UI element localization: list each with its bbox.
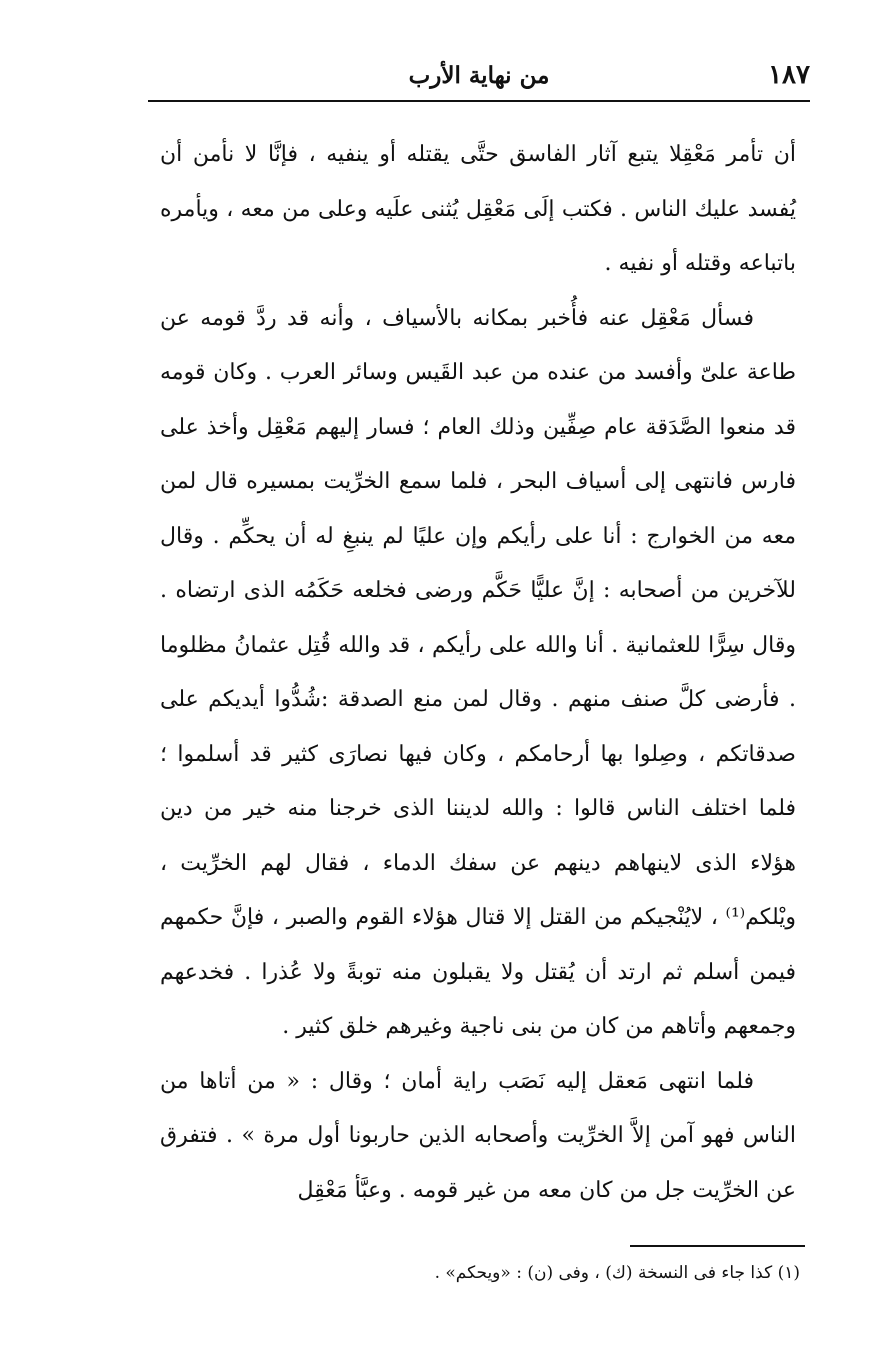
paragraph: فسأل مَعْقِل عنه فأُخبر بمكانه بالأسياف ، وأنه قد ردَّ قومه عن طاعة علىّ وأفسد من عنده من عبد القَيس وسائر العرب . وكان قومه قد منعوا الصَّدَقة عام صِفِّين وذلك العام ؛ فسار إليهم مَعْقِل وأخذ على فارس فانتهى إلى أسياف البحر ، فلما سمع الخرِّيت بمسيره قال لمن معه من الخوارج : أنا على رأيكم وإن عليًا لم ينبغِ له أن يحكِّم . وقال للآخرين من أصحابه : إنَّ عليًّا حَكَّم ورضى فخلعه حَكَمُه الذى ارتضاه . وقال سِرًّا للعثمانية . أنا والله على رأيكم ، قد والله قُتِل عثمانُ مظلوما . فأرضى كلَّ صنف منهم . وقال لمن منع الصدقة :شُدُّوا أيديكم على صدقاتكم ، وصِلوا بها أرحامكم ، وكان فيها نصارَى كثير قد أسلموا ؛ فلما اختلف الناس قالوا : والله لديننا الذى خرجنا منه خير من دين هؤلاء الذى لاينهاهم دينهم عن سفك الدماء ، فقال لهم الخرِّيت ، ويْلكم⁽¹⁾ ، لايُنْجيكم من القتل إلا قتال هؤلاء القوم والصبر ، فإنَّ حكمهم فيمن أسلم ثم ارتد أن يُقتل ولا يقبلون منه توبةً ولا عُذرا . فخدعهم وجمعهم وأتاهم من كان من بنى ناجية وغيرهم خلق كثير . xyxy=(160,305,796,1039)
page-number: ١٨٧ xyxy=(768,60,810,90)
body-text xyxy=(160,128,796,1218)
paragraph: فلما انتهى مَعقل إليه نَصَب راية أمان ؛ وقال : « من أتاها من الناس فهو آمن إلاَّ الخرِّيت وأصحابه الذين حاربونا أول مرة » . فتفرق عن الخرِّيت جل من كان معه من غير قومه . وعبَّأ مَعْقِل xyxy=(160,1068,796,1203)
paragraph: أن تأمر مَعْقِلا يتبع آثار الفاسق حتَّى يقتله أو ينفيه ، فإنَّا لا نأمن أن يُفسد عليك الناس . فكتب إلَى مَعْقِل يُثنى علَيه وعلى من معه ، ويأمره باتباعه وقتله أو نفيه . xyxy=(160,142,796,276)
page-header xyxy=(148,58,810,98)
running-title: من نهاية الأرب xyxy=(408,62,550,89)
footnote: (١) كذا جاء فى النسخة (ك) ، وفى (ن) : «ويحكم» . xyxy=(434,1263,800,1283)
footnote-rule xyxy=(630,1245,805,1247)
header-rule xyxy=(148,100,810,102)
